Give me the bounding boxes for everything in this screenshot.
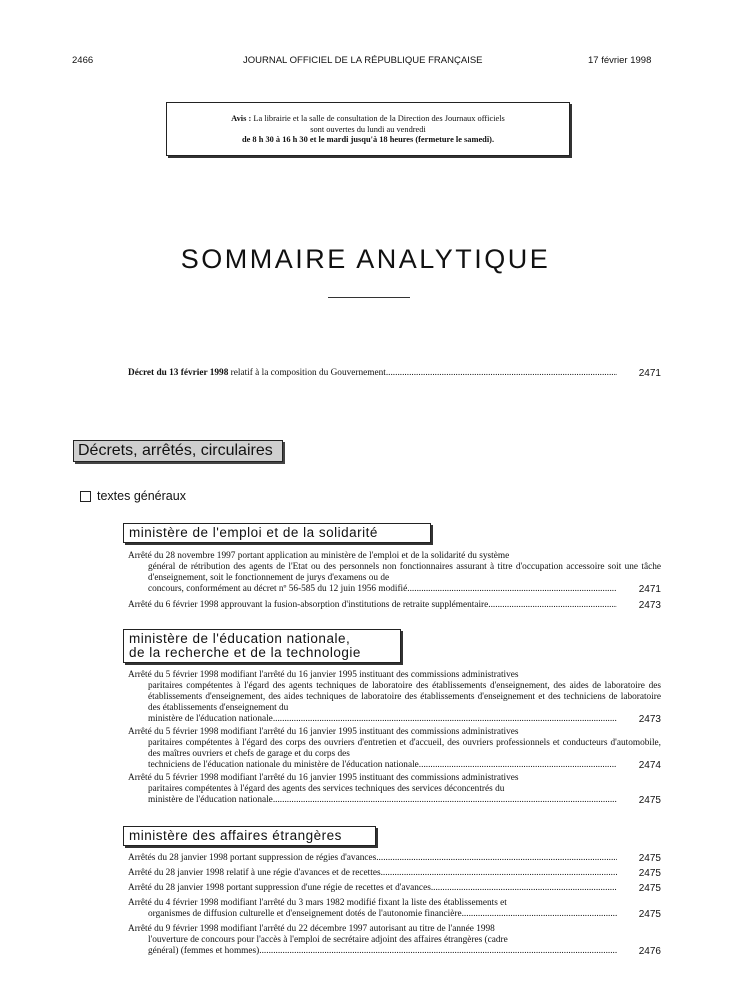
decret-entry[interactable] <box>128 368 661 379</box>
entry-last-line: techniciens de l'éducation nationale du ministère de l'éducation nationale <box>148 760 419 770</box>
entry-page: 2475 <box>638 868 661 879</box>
list-item[interactable] <box>128 551 661 595</box>
subsection-heading <box>80 489 186 503</box>
entry-page: 2473 <box>638 600 661 611</box>
list-item[interactable] <box>128 853 661 864</box>
entry-page: 2471 <box>638 584 661 595</box>
list-item[interactable] <box>128 883 661 894</box>
page-title: SOMMAIRE ANALYTIQUE <box>180 244 551 274</box>
journal-title: JOURNAL OFFICIEL DE LA RÉPUBLIQUE FRANÇAISE <box>243 55 483 66</box>
notice-line-2: sont ouvertes du lundi au vendredi <box>310 124 426 134</box>
entry-page: 2474 <box>638 760 661 771</box>
entry-continuation: général de rétribution des agents de l'Etat ou des personnels non fonctionnaires assurant à titre d'occupation accessoire soit une tâche d'enseignement, soit le fonctionnement de jurys d'examens ou de <box>148 562 661 583</box>
entry-continuation: paritaires compétentes à l'égard des corps des ouvriers d'entretien et d'accueil, des ouvriers professionnels et conducteurs d'automobile, des maîtres ouvriers et chefs de garage et du corps des <box>148 738 661 759</box>
notice-box <box>166 102 570 156</box>
entry-page: 2475 <box>638 883 661 894</box>
ministry-name-line: ministère des affaires étrangères <box>129 828 342 843</box>
entry-first-line: Arrêté du 5 février 1998 modifiant l'arrêté du 16 janvier 1995 instituant des commissions administratives <box>128 727 519 737</box>
ministry-name-line: ministère de l'éducation nationale, <box>129 631 351 646</box>
entry-first-line: Arrêté du 5 février 1998 modifiant l'arrêté du 16 janvier 1995 instituant des commissions administratives <box>128 670 519 680</box>
section-banner: Décrets, arrêtés, circulaires <box>73 440 283 462</box>
decret-page: 2471 <box>638 368 661 379</box>
list-item[interactable] <box>128 868 661 879</box>
entry-last-line: ministère de l'éducation nationale <box>148 795 273 805</box>
entry-last-line: organismes de diffusion culturelle et d'enseignement dotés de l'autonomie financière <box>148 909 462 919</box>
title-divider <box>328 297 410 298</box>
ministry-name-line: ministère de l'emploi et de la solidarité <box>129 525 378 540</box>
header-date: 17 février 1998 <box>588 55 652 66</box>
notice-line-3: de 8 h 30 à 16 h 30 et le mardi jusqu'à 18 heures (fermeture le samedi). <box>241 135 495 144</box>
list-item[interactable] <box>128 924 661 957</box>
entry-last-line: concours, conformément au décret nº 56-585 du 12 juin 1956 modifié <box>148 584 408 594</box>
entry-last-line: ministère de l'éducation nationale <box>148 714 273 724</box>
entry-continuation: paritaires compétentes à l'égard des agents techniques de laboratoire des établissements d'enseignement, des aides de laboratoire des établissements d'enseignement, des aides techniques de laboratoire des établissements d'enseignement et des techniciens de laboratoire des établissements d'enseignement du <box>148 681 661 713</box>
entry-last-line: Arrêté du 6 février 1998 approuvant la fusion-absorption d'institutions de retraite supplémentaire <box>128 600 489 610</box>
page-number: 2466 <box>72 55 94 66</box>
ministry-name-line: de la recherche et de la technologie <box>129 645 361 660</box>
entry-continuation: paritaires compétentes à l'égard des agents des services techniques des services déconcentrés du <box>148 784 505 794</box>
entry-first-line: Arrêté du 4 février 1998 modifiant l'arrêté du 3 mars 1982 modifié fixant la liste des établissements et <box>128 898 507 908</box>
entry-page: 2473 <box>638 714 661 725</box>
ministry-heading-affaires-etrangeres <box>123 826 376 846</box>
entry-first-line: Arrêté du 28 novembre 1997 portant application au ministère de l'emploi et de la solidarité du système <box>128 551 510 561</box>
subsection-label: textes généraux <box>97 489 186 503</box>
notice-line-1: La librairie et la salle de consultation de la Direction des Journaux officiels <box>253 114 505 123</box>
entry-page: 2475 <box>638 909 661 920</box>
entry-last-line: Arrêté du 28 janvier 1998 portant suppression d'une régie de recettes et d'avances <box>128 883 431 893</box>
list-item[interactable] <box>128 600 661 611</box>
entry-page: 2475 <box>638 795 661 806</box>
ministry-heading-emploi <box>123 523 431 543</box>
decret-text: relatif à la composition du Gouvernement <box>228 368 386 378</box>
list-item[interactable] <box>128 670 661 725</box>
list-item[interactable] <box>128 773 661 806</box>
notice-label: Avis : <box>231 114 252 123</box>
list-item[interactable] <box>128 898 661 920</box>
entry-last-line: Arrêtés du 28 janvier 1998 portant suppression de régies d'avances <box>128 853 377 863</box>
entry-page: 2475 <box>638 853 661 864</box>
ministry-heading-education <box>123 629 401 663</box>
decret-bold: Décret du 13 février 1998 <box>128 368 229 378</box>
entry-last-line: général) (femmes et hommes) <box>148 946 260 956</box>
entry-continuation: l'ouverture de concours pour l'accès à l'emploi de secrétaire adjoint des affaires étrangères (cadre <box>148 935 508 945</box>
entry-first-line: Arrêté du 5 février 1998 modifiant l'arrêté du 16 janvier 1995 instituant des commissions administratives <box>128 773 519 783</box>
list-item[interactable] <box>128 727 661 771</box>
checkbox-square-icon <box>80 491 91 502</box>
entry-first-line: Arrêté du 9 février 1998 modifiant l'arrêté du 22 décembre 1997 autorisant au titre de l'année 1998 <box>128 924 495 934</box>
entry-last-line: Arrêté du 28 janvier 1998 relatif à une régie d'avances et de recettes <box>128 868 381 878</box>
entry-page: 2476 <box>638 946 661 957</box>
